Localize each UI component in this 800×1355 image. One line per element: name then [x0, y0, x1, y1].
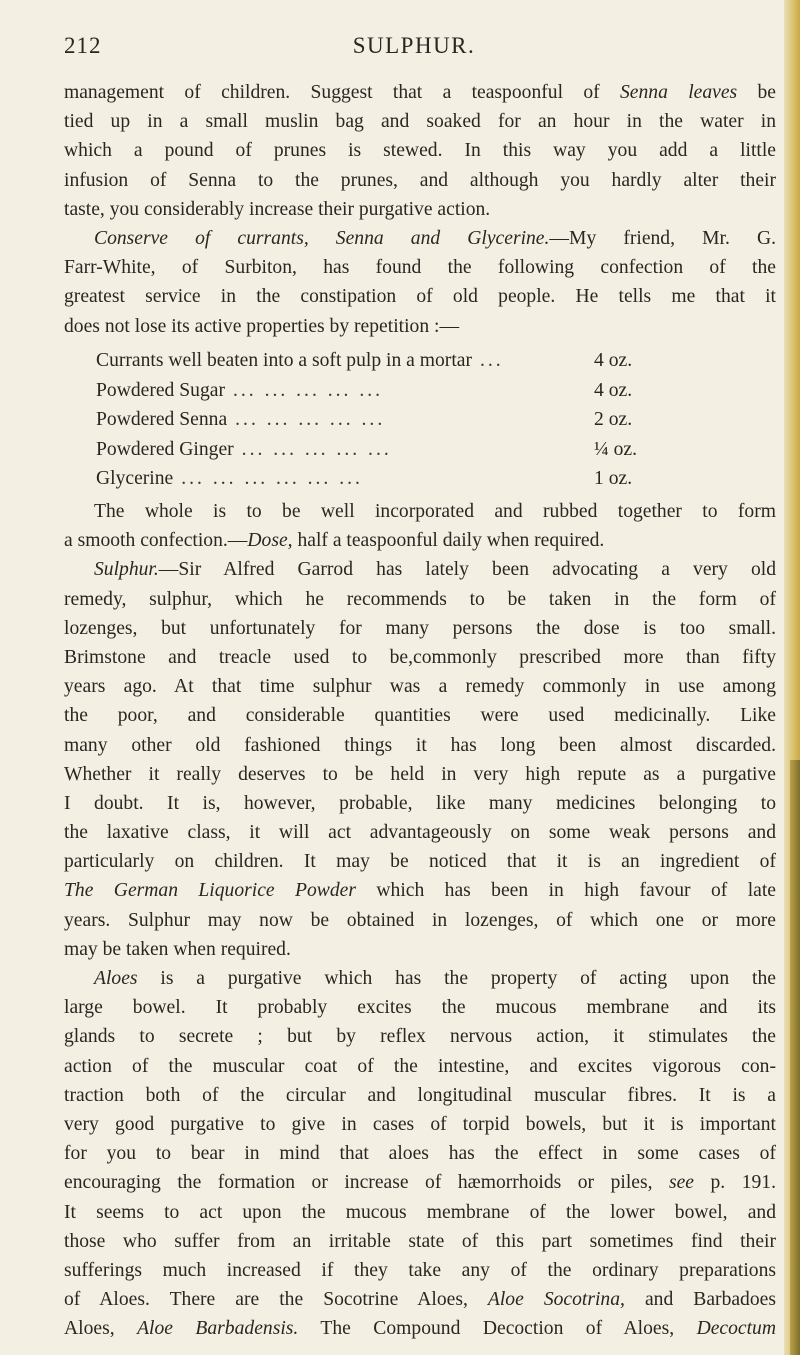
recipe-ingredient: Glycerine [96, 468, 174, 490]
text-line: years. Sulphur may now be obtained in lozenges, of which one or more [64, 909, 776, 931]
recipe-dots: ... ... ... ... ... [241, 438, 392, 460]
text-line: I doubt. It is, however, probable, like many medicines belonging to [64, 792, 776, 814]
text-line: a smooth confection.—Dose, half a teaspoonful daily when required. [64, 530, 605, 552]
recipe-ingredient: Powdered Sugar [96, 379, 225, 401]
conserve-heading-line: Conserve of currants, Senna and Glycerine.—My friend, Mr. G. [94, 227, 776, 249]
recipe-list [96, 346, 656, 494]
page-header [64, 33, 764, 63]
text-line: those who suffer from an irritable state of this part sometimes find their [64, 1230, 776, 1252]
text-line: encouraging the formation or increase of hæmorrhoids or piles, see p. 191. [64, 1172, 776, 1194]
text-line: remedy, sulphur, which he recommends to be taken in the form of [64, 588, 776, 610]
recipe-quantity: 2 oz. [594, 409, 633, 431]
text-line: It seems to act upon the mucous membrane of the lower bowel, and [64, 1201, 776, 1223]
text-line: very good purgative to give in cases of torpid bowels, but it is important [64, 1113, 776, 1135]
text-line: many other old fashioned things it has long been almost discarded. [64, 734, 776, 756]
text-line: sufferings much increased if they take any of the ordinary preparations [64, 1259, 776, 1281]
intro-paragraph [64, 78, 776, 341]
recipe-row [96, 346, 656, 376]
text-line: greatest service in the constipation of old people. He tells me that it [64, 286, 776, 308]
text-line: Farr-White, of Surbiton, has found the following confection of the [64, 257, 776, 279]
recipe-row [96, 405, 656, 435]
recipe-row [96, 376, 656, 406]
running-head: SULPHUR. [352, 33, 476, 58]
recipe-ingredient: Powdered Senna [96, 409, 228, 431]
aloes-title: Aloes [94, 968, 138, 989]
conserve-title: Conserve of currants, Senna and Glycerine. [94, 227, 550, 249]
text-line: which a pound of prunes is stewed. In this way you add a little [64, 140, 776, 162]
text-line: years ago. At that time sulphur was a remedy commonly in use among [64, 676, 776, 698]
text-line: taste, you considerably increase their purgative action. [64, 198, 491, 220]
text-line: lozenges, but unfortunately for many persons the dose is too small. [64, 617, 776, 639]
recipe-dots: ... [480, 350, 504, 371]
recipe-ingredient: Powdered Ginger [96, 438, 234, 460]
text-line: for you to bear in mind that aloes has the effect in some cases of [64, 1143, 776, 1165]
text-line: the laxative class, it will act advantageously on some weak persons and [64, 822, 776, 844]
text-line: The German Liquorice Powder which has been in high favour of late [64, 880, 776, 902]
page-edge-shadow [790, 760, 800, 1355]
text-line: of Aloes. There are the Socotrine Aloes, Aloe Socotrina, and Barbadoes [64, 1289, 776, 1311]
recipe-quantity: ¼ oz. [594, 438, 637, 460]
recipe-dots: ... ... ... ... ... [232, 379, 384, 401]
recipe-row [96, 464, 656, 494]
recipe-quantity: 4 oz. [594, 379, 633, 401]
recipe-quantity: 4 oz. [594, 350, 633, 371]
text-line: action of the muscular coat of the intestine, and excites vigorous con- [64, 1055, 776, 1077]
recipe-dots: ... ... ... ... ... ... [181, 468, 363, 490]
text-line: infusion of Senna to the prunes, and although you hardly alter their [64, 169, 776, 191]
text-line: particularly on children. It may be noticed that it is an ingredient of [64, 851, 776, 873]
text-line: management of children. Suggest that a teaspoonful of Senna leaves be [64, 82, 776, 103]
text-line: traction both of the circular and longitudinal muscular fibres. It is a [64, 1084, 776, 1106]
text-line: Aloes, Aloe Barbadensis. The Compound Decoction of Aloes, Decoctum [64, 1318, 776, 1340]
aloes-heading-line: Aloes is a purgative which has the property of acting upon the [94, 968, 776, 989]
page-number: 212 [64, 33, 102, 58]
text-line: The whole is to be well incorporated and rubbed together to form [94, 501, 776, 522]
text-line: glands to secrete ; but by reflex nervous action, it stimulates the [64, 1026, 776, 1048]
recipe-dots: ... ... ... ... ... [235, 409, 386, 431]
sulphur-title: Sulphur. [94, 559, 159, 581]
text-line: Whether it really deserves to be held in very high repute as a purgative [64, 763, 776, 785]
recipe-ingredient: Currants well beaten into a soft pulp in a mortar [96, 350, 472, 371]
body-text [64, 497, 776, 1343]
text-line: Brimstone and treacle used to be,commonly prescribed more than fifty [64, 646, 776, 668]
text-line: the poor, and considerable quantities were used medicinally. Like [64, 705, 776, 727]
recipe-quantity: 1 oz. [594, 468, 633, 490]
text-line: does not lose its active properties by repetition :— [64, 315, 460, 337]
text-line: tied up in a small muslin bag and soaked for an hour in the water in [64, 111, 776, 133]
text-line: may be taken when required. [64, 938, 291, 960]
sulphur-heading-line: Sulphur.—Sir Alfred Garrod has lately been advocating a very old [94, 559, 776, 581]
recipe-row [96, 435, 656, 465]
text-line: large bowel. It probably excites the mucous membrane and its [64, 997, 776, 1019]
